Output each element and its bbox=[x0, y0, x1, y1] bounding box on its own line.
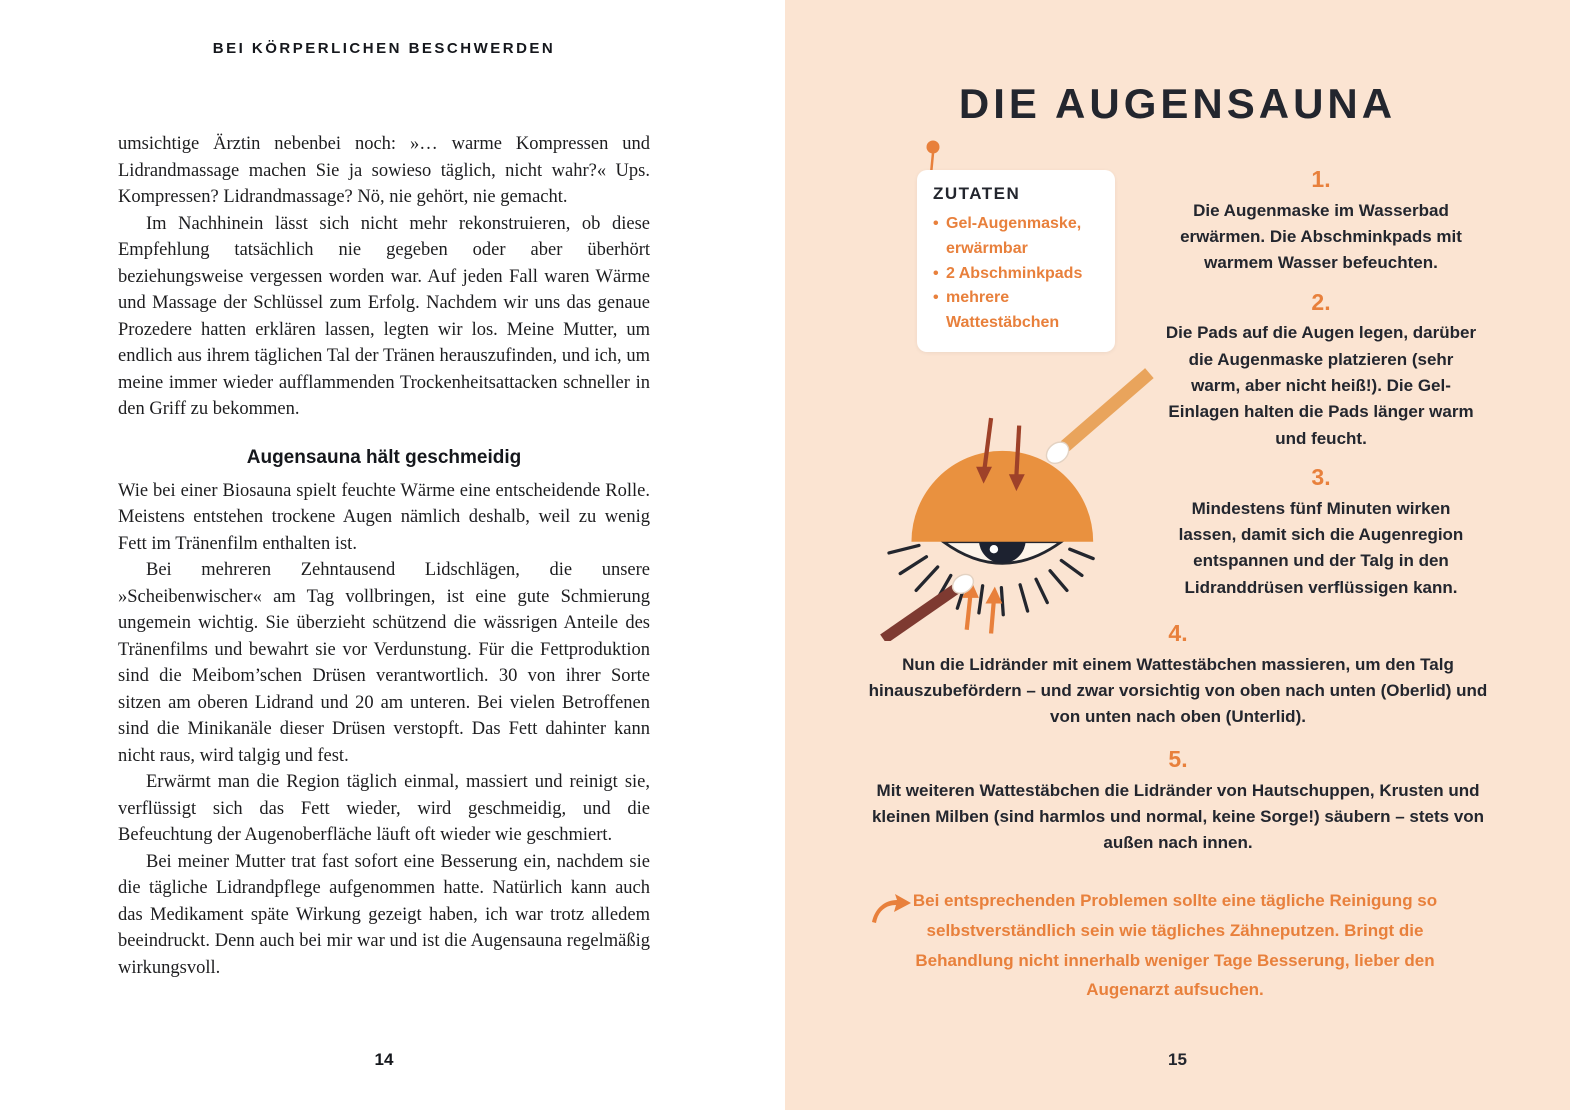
step-text: Mit weiteren Wattestäbchen die Lidränder von Hautschuppen, Krusten und kleinen Milben (sind harmlos und normal, keine Sorge!) säubern – stets von außen nach innen. bbox=[871, 780, 1485, 853]
eye-sauna-illustration bbox=[857, 360, 1157, 641]
paragraph: Im Nachhinein lässt sich nicht mehr rekonstruieren, ob diese Empfehlung tatsächlich nie gegeben oder aber überhört beziehungsweise vergessen worden war. Auf jeden Fall waren Wärme und Massage der Schlüssel zum Erfolg. Nachdem wir uns das genaue Prozedere hatten erklären lassen, legten wir los. Meine Mutter, um endlich aus ihrem täglichen Tal der Tränen herauszufinden, und ich, um meine immer wieder aufflammenden Trockenheitsattacken schneller in den Griff zu bekommen. bbox=[118, 213, 650, 419]
page-title: DIE AUGENSAUNA bbox=[958, 80, 1397, 127]
paragraph: Bei meiner Mutter trat fast sofort eine Besserung ein, nachdem sie die tägliche Lidrandpflege aufgenommen hatte. Natürlich kann auch das Medikament späte Wirkung gezeigt haben, ich war trotz alledem beeindruckt. Denn auch bei mir war und ist die Augensauna regelmäßig wirkungsvoll. bbox=[118, 851, 650, 978]
tip-note: Bei entsprechenden Problemen sollte eine tägliche Reinigung so selbstverständlich sein wie tägliches Zähneputzen. Bringt die Behandlung nicht innerhalb weniger Tage Besserung, lieber den Augenarzt aufsuchen. bbox=[912, 891, 1438, 1000]
ingredient-item: • mehrere Wattestäbchen bbox=[933, 286, 1099, 336]
ingredients-card bbox=[917, 170, 1115, 352]
step-number: 4. bbox=[1168, 620, 1188, 646]
ingredients-list bbox=[933, 212, 1099, 336]
step-text: Die Pads auf die Augen legen, darüber die Augenmaske platzieren (sehr warm, aber nicht heiß!). Die Gel-Einlagen halten die Pads länger warm und feucht. bbox=[1165, 323, 1477, 448]
running-header: BEI KÖRPERLICHEN BESCHWERDEN bbox=[212, 40, 556, 57]
paragraph: umsichtige Ärztin nebenbei noch: »… warme Kompressen und Lidrandmassage machen Sie ja sowieso täglich, nicht wahr?« Ups. Kompressen? Lidrandmassage? Nö, nie gehört, nie gemacht. bbox=[118, 134, 650, 207]
step-3 bbox=[1163, 464, 1479, 601]
right-page bbox=[785, 0, 1570, 1110]
step-number: 5. bbox=[1168, 746, 1188, 772]
step-number: 1. bbox=[1311, 166, 1331, 192]
step-number: 2. bbox=[1311, 288, 1331, 315]
page-number-left: 14 bbox=[374, 1050, 394, 1069]
step-4 bbox=[863, 620, 1493, 731]
tip-note-row bbox=[865, 886, 1485, 1005]
paragraph: Wie bei einer Biosauna spielt feuchte Wärme eine entscheidende Rolle. Meistens entstehen trockene Augen nämlich deshalb, weil zu wenig Fett im Tränenfilm enthalten ist. bbox=[118, 480, 650, 554]
paragraph: Erwärmt man die Region täglich einmal, massiert und reinigt sie, verflüssigt sich das Fett wieder, wird geschmeidig, und die Befeuchtung der Augenoberfläche läuft oft wieder wie geschmiert. bbox=[118, 772, 650, 845]
body-text bbox=[118, 131, 650, 981]
ingredient-item: • 2 Abschminkpads bbox=[933, 262, 1099, 287]
step-text: Nun die Lidränder mit einem Wattestäbchen massieren, um den Talg hinauszubefördern – und zwar vorsichtig von oben nach unten (Oberlid) und von unten nach oben (Unterlid). bbox=[868, 654, 1488, 727]
step-text: Mindestens fünf Minuten wirken lassen, damit sich die Augenregion entspannen und der Talg in den Lidranddrüsen verflüssigen kann. bbox=[1178, 498, 1464, 597]
arrow-icon bbox=[869, 892, 913, 926]
paragraph: Bei mehreren Zehntausend Lidschlägen, die unsere »Scheibenwischer« am Tag vollbringen, ist eine gute Schmierung ungemein wichtig. Sie überzieht schützend die wässrigen Anteile des Tränenfilms und bewahrt sie vor Verdunstung. Für die Fettproduktion sind die Meibom’schen Drüsen verantwortlich. 30 von ihrer Sorte sitzen am oberen Lidrand und 20 am unteren. Bei vielen Betroffenen sind die Minikanäle dieser Drüsen verstopft. Das Fett dahinter kann nicht raus, wird talgig und fest. bbox=[118, 560, 650, 766]
step-number: 3. bbox=[1311, 463, 1331, 490]
ingredient-item: • Gel-Augenmaske, erwärmbar bbox=[933, 212, 1099, 262]
step-1 bbox=[1163, 166, 1479, 277]
step-2 bbox=[1163, 289, 1479, 452]
step-text: Die Augenmaske im Wasserbad erwärmen. Die Abschminkpads mit warmem Wasser befeuchten. bbox=[1180, 200, 1462, 273]
step-5 bbox=[863, 746, 1493, 857]
section-subheading: Augensauna hält geschmeidig bbox=[246, 446, 522, 468]
ingredients-heading: ZUTATEN bbox=[933, 184, 1021, 203]
page-number-right: 15 bbox=[1168, 1050, 1187, 1069]
steps-column bbox=[1163, 166, 1479, 613]
eye-mask bbox=[911, 451, 1093, 542]
upper-swab bbox=[1065, 373, 1149, 446]
